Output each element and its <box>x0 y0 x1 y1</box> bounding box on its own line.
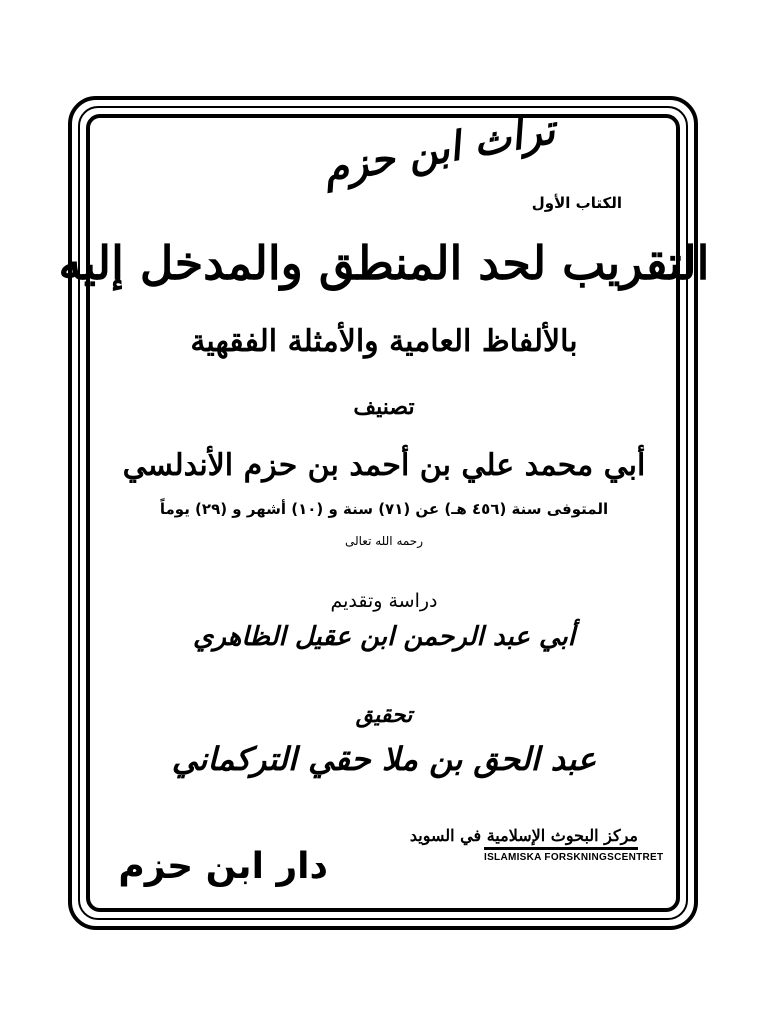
introducer-name: أبي عبد الرحمن ابن عقيل الظاهري <box>192 622 576 652</box>
book-number: الكتاب الأول <box>531 194 622 212</box>
book-subtitle: بالألفاظ العامية والأمثلة الفقهية <box>190 324 578 359</box>
publisher-logo: دار ابن حزم <box>118 846 328 887</box>
editor-name: عبد الحق بن ملا حقي التركماني <box>171 740 597 778</box>
research-center-logo <box>409 826 664 863</box>
blessing: رحمه الله تعالى <box>344 534 424 548</box>
series-title: تراث ابن حزم <box>319 106 559 193</box>
logo-rule <box>484 847 638 850</box>
author-name: أبي محمد علي بن أحمد بن حزم الأندلسي <box>122 448 646 483</box>
edit-label: تحقيق <box>355 702 413 728</box>
book-title: التقريب لحد المنطق والمدخل إليه <box>58 236 710 290</box>
research-center-english: ISLAMISKA FORSKNINGSCENTRET <box>484 852 664 863</box>
research-center-arabic: مركز البحوث الإسلامية في السويد <box>409 826 638 845</box>
death-note: المتوفى سنة (٤٥٦ هـ) عن (٧١) سنة و (١٠) أشهر و (٢٩) يوماً <box>159 500 609 518</box>
authorship-label: تصنيف <box>353 394 415 420</box>
study-label: دراسة وتقديم <box>330 590 438 612</box>
